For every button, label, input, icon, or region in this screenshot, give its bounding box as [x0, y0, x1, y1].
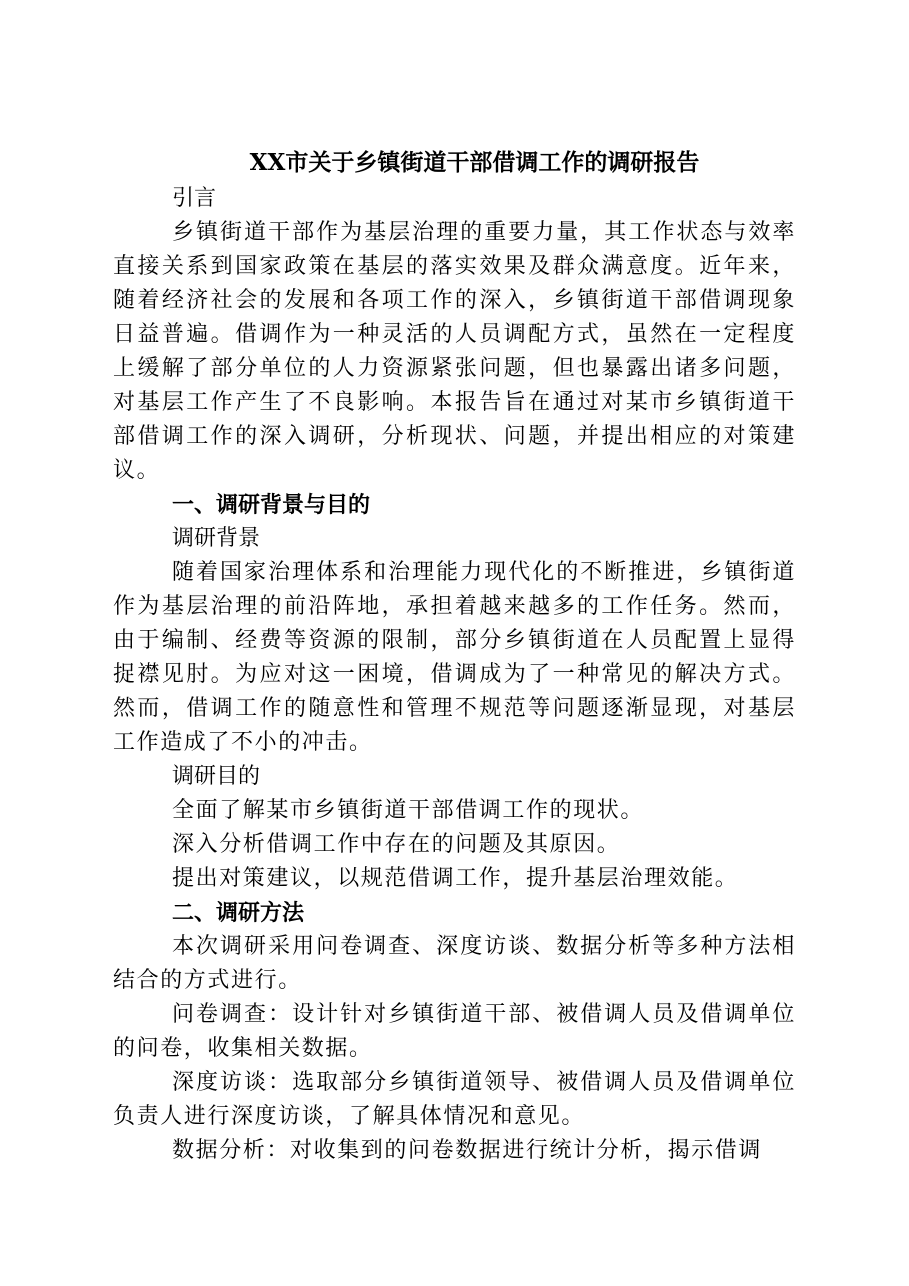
method-analysis-paragraph: 数据分析：对收集到的问卷数据进行统计分析，揭示借调: [172, 1138, 763, 1163]
method-interview-paragraph: 深度访谈：选取部分乡镇街道领导、被借调人员及借调单位负责人进行深度访谈，了解具体情况和意见。: [113, 1070, 796, 1129]
document-page: [113, 146, 796, 1168]
section1-heading: 一、调研背景与目的: [172, 492, 371, 518]
document-title: XX市关于乡镇街道干部借调工作的调研报告: [249, 149, 700, 176]
section2-heading: 二、调研方法: [172, 900, 305, 926]
method-questionnaire-paragraph: 问卷调查：设计针对乡镇街道干部、被借调人员及借调单位的问卷，收集相关数据。: [113, 1002, 796, 1061]
intro-heading: 引言: [172, 186, 217, 211]
background-heading: 调研背景: [172, 526, 261, 551]
purpose-item-2: 深入分析借调工作中存在的问题及其原因。: [172, 832, 621, 857]
methods-intro-paragraph: 本次调研采用问卷调查、深度访谈、数据分析等多种方法相结合的方式进行。: [113, 934, 796, 993]
intro-paragraph: 乡镇街道干部作为基层治理的重要力量，其工作状态与效率直接关系到国家政策在基层的落实效果及群众满意度。近年来，随着经济社会的发展和各项工作的深入，乡镇街道干部借调现象日益普遍。借调作为一种灵活的人员调配方式，虽然在一定程度上缓解了部分单位的人力资源紧张问题，但也暴露出诸多问题，对基层工作产生了不良影响。本报告旨在通过对某市乡镇街道干部借调工作的深入调研，分析现状、问题，并提出相应的对策建议。: [113, 220, 796, 483]
purpose-item-1: 全面了解某市乡镇街道干部借调工作的现状。: [172, 798, 645, 823]
purpose-item-3: 提出对策建议，以规范借调工作，提升基层治理效能。: [172, 866, 739, 891]
purpose-heading: 调研目的: [172, 764, 261, 789]
background-paragraph: 随着国家治理体系和治理能力现代化的不断推进，乡镇街道作为基层治理的前沿阵地，承担着越来越多的工作任务。然而，由于编制、经费等资源的限制，部分乡镇街道在人员配置上显得捉襟见肘。为应对这一困境，借调成为了一种常见的解决方式。然而，借调工作的随意性和管理不规范等问题逐渐显现，对基层工作造成了不小的冲击。: [113, 560, 796, 755]
